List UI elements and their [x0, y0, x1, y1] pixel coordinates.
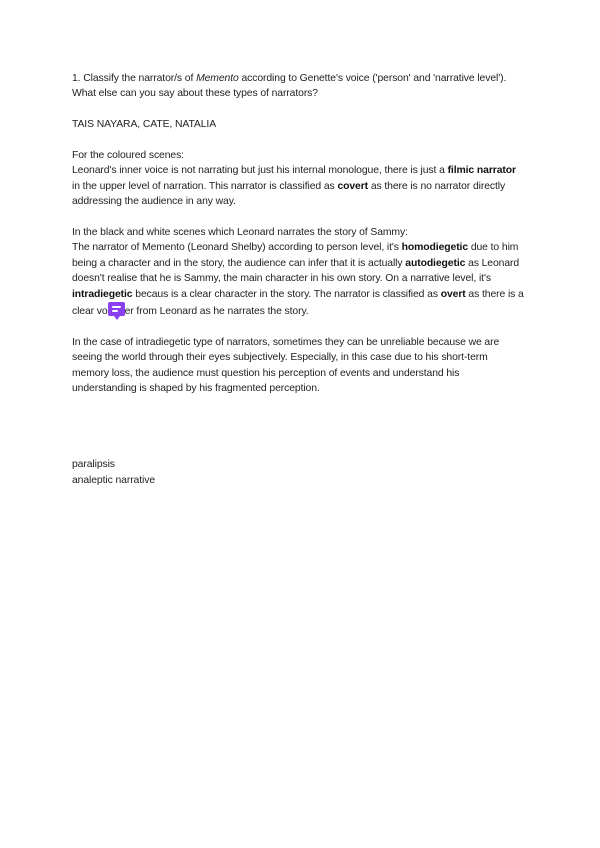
bw-heading: In the black and white scenes which Leonard narrates the story of Sammy:	[72, 227, 408, 239]
reliability-paragraph: In the case of intradiegetic type of narrators, sometimes they can be unreliable because we are seeing the world through their eyes subjectively. Especially, in this case due to his short-term memory loss, the audience must question his perception of events and understand his understanding is shaped by his fragmented perception.	[72, 336, 500, 395]
coloured-heading: For the coloured scenes:	[72, 150, 184, 161]
film-title: Memento	[196, 73, 239, 84]
bw-text-1: The narrator of Memento (Leonard Shelby) according to person level, it's	[72, 242, 402, 254]
bw-text-7: er from Leonard as he narrates the story.	[124, 306, 309, 318]
comment-bubble	[108, 302, 125, 316]
term-overt: overt	[440, 288, 466, 300]
document-page	[72, 71, 524, 488]
bw-text-6: as there is a clear vo	[72, 288, 524, 318]
term-covert: covert	[337, 180, 369, 192]
authors-line: TAIS NAYARA, CATE, NATALIA	[72, 119, 217, 131]
bw-text-2: due to him being a character and in the story, the audience can infer that it is actually	[72, 242, 519, 269]
comment-line-2	[112, 310, 118, 312]
term-filmic-narrator: filmic narrator	[447, 165, 516, 177]
coloured-text-1: Leonard's inner voice is not narrating but just his internal monologue, there is just a	[72, 165, 448, 177]
coloured-scenes-paragraph	[72, 148, 524, 210]
question-prefix: 1. Classify the narrator/s of	[72, 73, 197, 84]
coloured-text-3: as there is no narrator directly addressing the audience in any way.	[72, 180, 506, 208]
note-item: paralipsis	[72, 459, 115, 471]
question-suffix: according to Genette's voice ('person' and 'narrative level'). What else can you say about these types of narrators?	[72, 73, 507, 100]
bw-scenes-paragraph	[72, 225, 524, 319]
note-item: analeptic narrative	[72, 474, 156, 486]
comment-line-1	[112, 306, 121, 308]
notes-list	[72, 457, 524, 488]
term-intradiegetic: intradiegetic	[72, 288, 133, 300]
question-paragraph	[72, 71, 524, 102]
term-homodiegetic: homodiegetic	[401, 242, 469, 254]
bw-text-4: becaus	[132, 288, 169, 300]
bw-text-3: as Leonard doesn't realise that he is Sammy, the main character in his own story. On a narrative level, it's	[72, 257, 520, 285]
coloured-text-2: in the upper level of narration. This narrator is classified as	[72, 180, 338, 192]
bw-text-5: is a clear character in the story. The narrator is classified as	[168, 288, 441, 300]
comment-icon[interactable]	[108, 302, 125, 318]
term-autodiegetic: autodiegetic	[405, 257, 466, 269]
